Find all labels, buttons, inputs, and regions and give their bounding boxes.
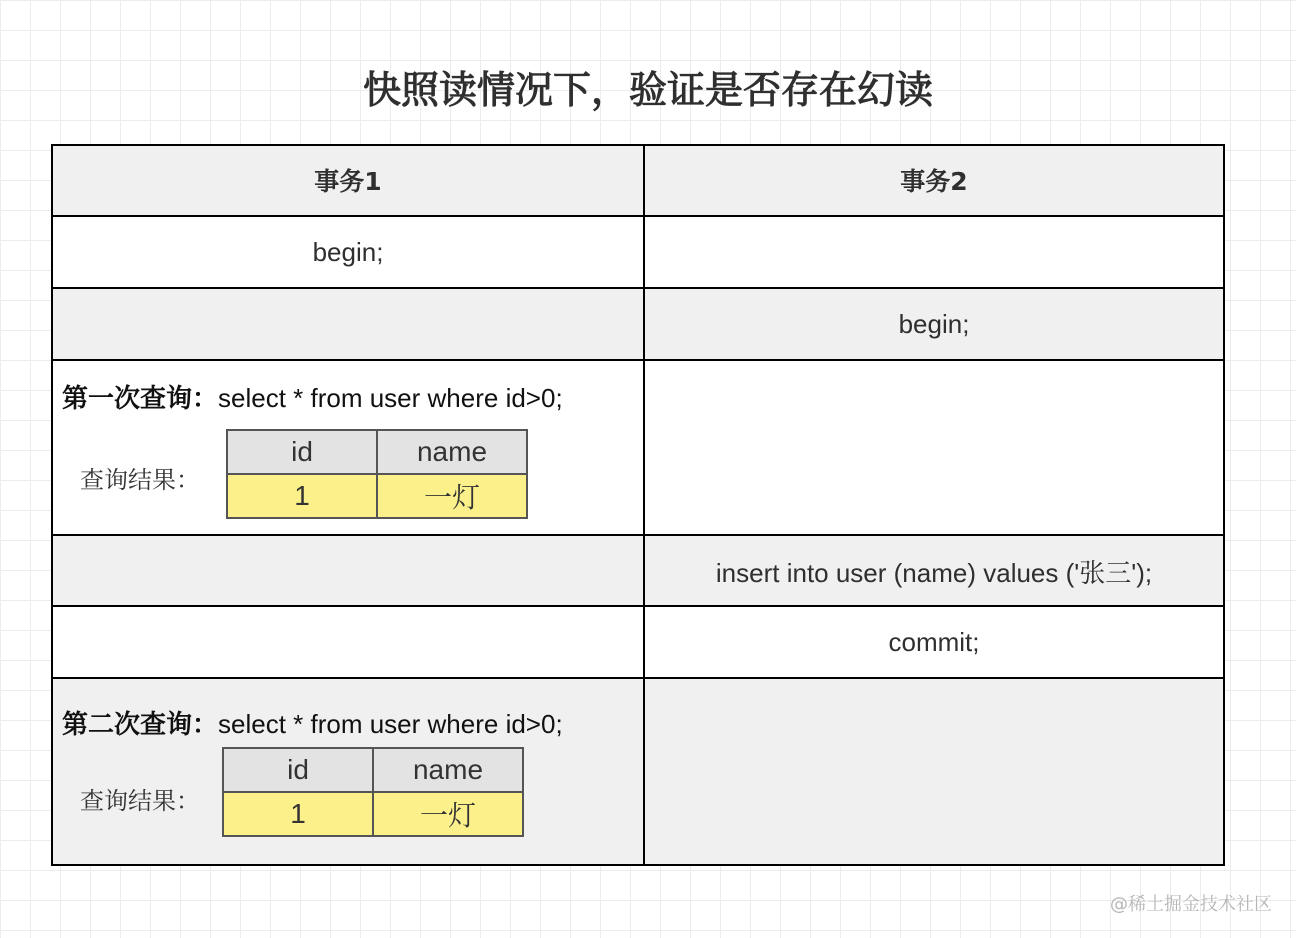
diagram-title: 快照读情况下，验证是否存在幻读 bbox=[362, 68, 933, 112]
row2-tx2-text: begin; bbox=[898, 308, 970, 339]
column-header-id: id bbox=[223, 748, 373, 792]
second-query bbox=[62, 704, 563, 741]
cell-id: 1 bbox=[223, 792, 373, 836]
header-tx2-label: 事务2 bbox=[900, 167, 968, 196]
header-tx1-label: 事务1 bbox=[314, 167, 382, 196]
table-row bbox=[223, 792, 523, 836]
table-row bbox=[223, 748, 523, 792]
row4-tx2-text: insert into user (name) values ('张三'); bbox=[715, 557, 1153, 588]
first-result-label: 查询结果： bbox=[80, 466, 200, 494]
row5-tx2-text: commit; bbox=[888, 626, 980, 657]
second-query-label: 第二次查询： bbox=[62, 710, 219, 740]
column-header-name: name bbox=[373, 748, 523, 792]
first-query bbox=[62, 378, 563, 415]
cell-id: 1 bbox=[227, 474, 377, 518]
first-query-label: 第一次查询： bbox=[62, 384, 219, 414]
watermark: @稀土掘金技术社区 bbox=[1110, 894, 1272, 915]
cell-name: 一灯 bbox=[377, 474, 527, 518]
second-result-label: 查询结果： bbox=[80, 787, 200, 815]
table-row bbox=[227, 474, 527, 518]
row1-tx1-text: begin; bbox=[312, 236, 384, 267]
table-row bbox=[227, 430, 527, 474]
column-header-id: id bbox=[227, 430, 377, 474]
second-result-table bbox=[222, 747, 524, 837]
first-result-table bbox=[226, 429, 528, 519]
column-header-name: name bbox=[377, 430, 527, 474]
second-query-sql: select * from user where id>0; bbox=[218, 709, 563, 739]
first-query-sql: select * from user where id>0; bbox=[218, 383, 563, 413]
cell-name: 一灯 bbox=[373, 792, 523, 836]
